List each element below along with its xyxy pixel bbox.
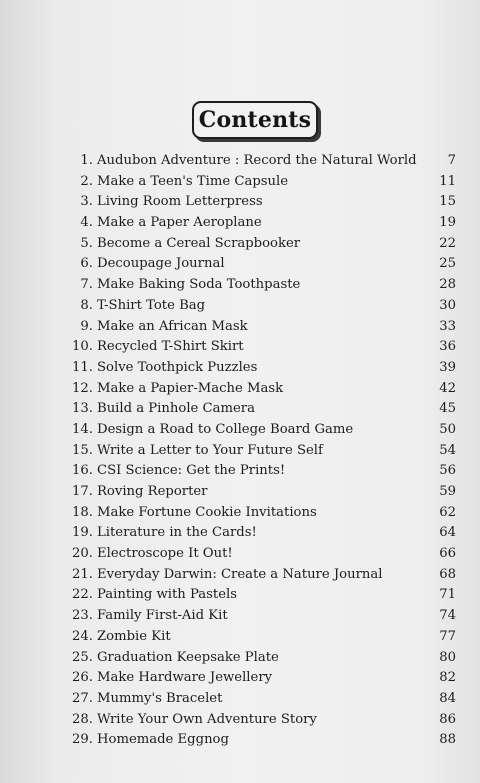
toc-entry-page: 84 (439, 690, 456, 706)
toc-entry-title: Build a Pinhole Camera (97, 401, 255, 417)
toc-entry-number: 28. (72, 711, 93, 727)
toc-entry-number: 24. (72, 628, 93, 644)
toc-entry-title: Become a Cereal Scrapbooker (97, 235, 301, 251)
toc-entry-number: 4. (80, 215, 93, 231)
toc-entry-page: 22 (439, 235, 456, 251)
toc-entry (0, 648, 480, 669)
toc-entry-page: 45 (439, 401, 456, 417)
toc-entry-title: Design a Road to College Board Game (97, 421, 354, 437)
toc-entry-number: 14. (72, 421, 93, 437)
toc-entry-page: 74 (439, 608, 456, 624)
toc-entry-number: 26. (72, 670, 93, 686)
toc-entry-number: 5. (80, 235, 93, 251)
toc-entry-page: 54 (439, 442, 456, 458)
toc-entry-title: Painting with Pastels (97, 587, 237, 603)
toc-entry-number: 19. (72, 525, 93, 541)
toc-entry-number: 22. (72, 587, 93, 603)
table-of-contents (0, 151, 480, 751)
toc-entry-title: Recycled T-Shirt Skirt (97, 339, 244, 355)
toc-entry-number: 23. (72, 608, 93, 624)
toc-entry-number: 2. (80, 173, 93, 189)
toc-entry (0, 399, 480, 420)
toc-entry (0, 668, 480, 689)
toc-entry-number: 12. (72, 380, 93, 396)
toc-entry-page: 28 (439, 277, 456, 293)
toc-entry-title: Graduation Keepsake Plate (97, 649, 279, 665)
toc-entry-page: 33 (439, 318, 456, 334)
toc-entry-title: Write Your Own Adventure Story (97, 711, 317, 727)
toc-entry-title: Make an African Mask (97, 318, 248, 334)
toc-entry-page: 25 (439, 256, 456, 272)
toc-entry-page: 64 (439, 525, 456, 541)
toc-entry (0, 275, 480, 296)
toc-entry (0, 730, 480, 751)
toc-entry-number: 9. (80, 318, 93, 334)
toc-entry-number: 6. (80, 256, 93, 272)
contents-heading: Contents (198, 107, 312, 133)
toc-entry (0, 689, 480, 710)
toc-entry-title: Roving Reporter (97, 484, 208, 499)
toc-entry-title: Mummy's Bracelet (97, 690, 223, 706)
toc-entry (0, 523, 480, 544)
toc-entry-title: Homemade Eggnog (97, 732, 229, 748)
toc-entry-page: 30 (439, 297, 456, 313)
toc-entry-number: 18. (72, 504, 93, 520)
toc-entry-title: Zombie Kit (97, 628, 171, 644)
toc-entry-page: 71 (439, 587, 456, 603)
toc-entry (0, 213, 480, 234)
toc-entry (0, 358, 480, 379)
toc-entry (0, 151, 480, 172)
toc-entry-number: 20. (72, 546, 93, 562)
toc-entry (0, 192, 480, 213)
toc-entry-title: T-Shirt Tote Bag (97, 297, 206, 313)
toc-entry-page: 88 (439, 732, 456, 748)
toc-entry-page: 39 (439, 359, 456, 375)
toc-entry-page: 42 (439, 380, 456, 396)
toc-entry-number: 11. (72, 359, 93, 375)
toc-entry (0, 585, 480, 606)
toc-entry-number: 16. (72, 463, 93, 479)
toc-entry-number: 3. (80, 194, 93, 210)
toc-entry-number: 27. (72, 690, 93, 706)
toc-entry (0, 234, 480, 255)
toc-entry (0, 482, 480, 503)
toc-entry-number: 29. (72, 732, 93, 748)
toc-entry-title: Decoupage Journal (97, 256, 225, 272)
toc-entry-number: 8. (80, 297, 93, 313)
toc-entry-number: 17. (72, 484, 93, 499)
toc-entry (0, 337, 480, 358)
toc-entry-number: 25. (72, 649, 93, 665)
toc-entry-number: 15. (72, 442, 93, 458)
toc-entry-page: 50 (439, 421, 456, 437)
toc-entry-page: 86 (439, 711, 456, 727)
toc-entry (0, 296, 480, 317)
toc-entry-title: Living Room Letterpress (97, 194, 263, 210)
toc-entry-number: 7. (80, 277, 93, 293)
toc-entry-page: 19 (439, 215, 456, 231)
toc-entry (0, 172, 480, 193)
toc-entry (0, 461, 480, 482)
toc-entry-title: Family First-Aid Kit (97, 608, 228, 624)
toc-entry-title: Make Fortune Cookie Invitations (97, 504, 317, 520)
toc-entry (0, 503, 480, 524)
toc-entry-title: Make a Paper Aeroplane (97, 215, 262, 231)
toc-entry-title: Make a Papier-Mache Mask (97, 380, 284, 396)
toc-entry-number: 1. (80, 153, 93, 168)
toc-entry (0, 606, 480, 627)
toc-entry-title: Solve Toothpick Puzzles (97, 359, 258, 375)
toc-entry-number: 10. (72, 339, 93, 355)
toc-entry (0, 254, 480, 275)
toc-entry-page: 56 (439, 463, 456, 479)
contents-heading-box (192, 101, 318, 139)
toc-entry-page: 77 (439, 628, 456, 644)
toc-entry-title: Literature in the Cards! (97, 525, 257, 541)
toc-entry-title: Write a Letter to Your Future Self (97, 442, 323, 458)
toc-entry-page: 7 (447, 153, 456, 168)
toc-entry-title: Make Hardware Jewellery (97, 670, 273, 686)
toc-entry-page: 11 (439, 173, 456, 189)
toc-entry-number: 21. (72, 566, 93, 582)
toc-entry-title: Audubon Adventure : Record the Natural World (97, 153, 417, 168)
toc-entry-page: 59 (439, 484, 456, 499)
toc-entry (0, 420, 480, 441)
toc-entry-page: 68 (439, 566, 456, 582)
toc-entry-page: 80 (439, 649, 456, 665)
toc-entry (0, 317, 480, 338)
toc-entry (0, 565, 480, 586)
toc-entry (0, 710, 480, 731)
toc-entry-number: 13. (72, 401, 93, 417)
toc-entry-page: 82 (439, 670, 456, 686)
toc-entry (0, 627, 480, 648)
toc-entry-page: 62 (439, 504, 456, 520)
toc-entry-title: Electroscope It Out! (97, 546, 233, 562)
toc-entry-page: 66 (439, 546, 456, 562)
toc-entry-page: 36 (439, 339, 456, 355)
toc-entry (0, 441, 480, 462)
toc-entry-title: Everyday Darwin: Create a Nature Journal (97, 566, 383, 582)
toc-entry-title: CSI Science: Get the Prints! (97, 463, 286, 479)
toc-entry-page: 15 (439, 194, 456, 210)
toc-entry (0, 379, 480, 400)
toc-entry (0, 544, 480, 565)
toc-entry-title: Make Baking Soda Toothpaste (97, 277, 301, 293)
toc-entry-title: Make a Teen's Time Capsule (97, 173, 289, 189)
